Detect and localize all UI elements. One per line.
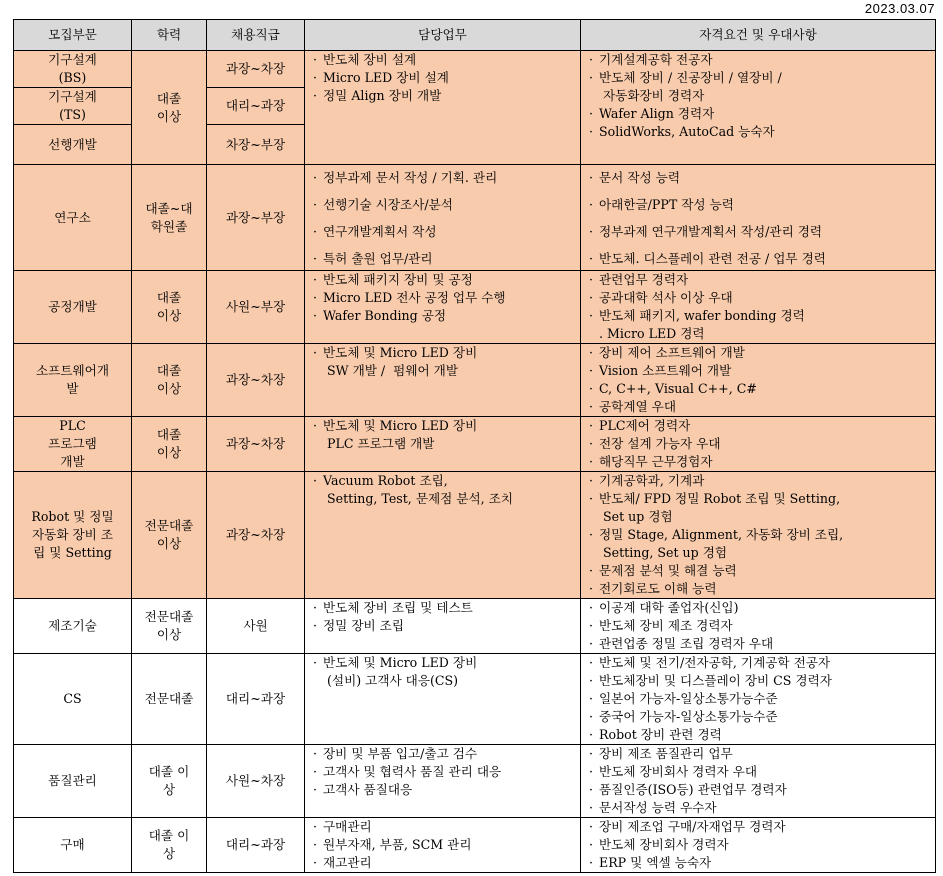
duties-cell (305, 599, 581, 654)
list-item: 자동화장비 경력자 (599, 88, 705, 103)
list-item: · 장비 제조업 구매/자재업무 경력자 (589, 818, 931, 836)
cell-text: 전문대졸 (144, 691, 194, 706)
cell-text: 대졸 이상 (156, 90, 182, 124)
cell-text: 전문대졸 이상 (144, 518, 194, 551)
table-row (14, 472, 936, 599)
rank-cell: 과장~차장 (207, 417, 305, 472)
list-item: · 반도체 패키지 장비 및 공정 (313, 271, 576, 289)
rank-cell: 사원~차장 (207, 745, 305, 818)
table-row (14, 599, 936, 654)
table-row (14, 654, 936, 745)
cell-text: 공정개발 (48, 299, 97, 314)
list-item: · ERP 및 엑셀 능숙자 (589, 854, 931, 872)
rank-cell: 사원 (207, 599, 305, 654)
cell-text: 기구설계 (BS) (48, 52, 97, 85)
table-row (14, 818, 936, 873)
list-item: · 반도체 및 전기/전자공학, 기계공학 전공자 (589, 654, 931, 672)
list-item: · 전장 설계 가능자 우대 (589, 435, 931, 453)
qualifications-cell (581, 472, 936, 599)
list-item: · 구매관리 (313, 818, 576, 836)
list-item: · Wafer Bonding 공정 (313, 307, 576, 325)
cell-text: 기구설계 (TS) (48, 89, 97, 122)
list-item: · 반도체 및 Micro LED 장비 (313, 344, 576, 362)
list-item: · 재고관리 (313, 854, 576, 872)
list-item: · 공과대학 석사 이상 우대 (589, 289, 931, 307)
list-item: · 반도체장비 및 디스플레이 장비 CS 경력자 (589, 672, 931, 690)
header-duties: 담당업무 (305, 20, 581, 51)
list-item: · 연구개발계획서 작성 (313, 223, 576, 241)
part-cell (14, 472, 132, 599)
part-cell (14, 165, 132, 271)
list-item: · 정부과제 문서 작성 / 기획. 관리 (313, 169, 576, 187)
part-cell (14, 599, 132, 654)
cell-text: 대졸 이상 (156, 363, 182, 396)
header-education: 학력 (132, 20, 207, 51)
list-item: · 아래한글/PPT 작성 능력 (589, 196, 931, 214)
table-row (14, 745, 936, 818)
list-item: · Wafer Align 경력자 (589, 105, 931, 123)
list-item: · 장비 제조 품질관리 업무 (589, 745, 931, 763)
rank-cell: 과장~차장 (207, 51, 305, 88)
duties-cell (305, 417, 581, 472)
recruitment-table (13, 19, 936, 873)
list-item: · 전기회로도 이해 능력 (589, 580, 931, 598)
duties-cell (305, 818, 581, 873)
cell-text: 대졸 이 상 (148, 828, 190, 861)
qualifications-cell (581, 271, 936, 344)
duties-cell (305, 654, 581, 745)
list-item: · 정부과제 연구개발계획서 작성/관리 경력 (589, 223, 931, 241)
rank-cell: 대리~과장 (207, 818, 305, 873)
duties-cell (305, 344, 581, 417)
list-item: · 중국어 가능자-일상소통가능수준 (589, 708, 931, 726)
cell-text: 제조기술 (48, 618, 97, 633)
list-item: · 해당직무 근무경험자 (589, 453, 931, 471)
part-cell (14, 125, 132, 165)
rank-cell: 과장~차장 (207, 344, 305, 417)
header-rank: 채용직급 (207, 20, 305, 51)
qualifications-cell (581, 165, 936, 271)
table-row (14, 417, 936, 472)
list-item: Setting, Test, 문제점 분석, 조치 (323, 491, 513, 506)
cell-text: 전문대졸 이상 (144, 609, 194, 642)
education-cell (132, 417, 207, 472)
list-item: · 문서작성 능력 우수자 (589, 799, 931, 817)
cell-text: 소프트웨어개 발 (36, 363, 109, 396)
duties-cell (305, 51, 581, 165)
list-item: · SolidWorks, AutoCad 능숙자 (589, 123, 931, 141)
list-item: · 고객사 품질대응 (313, 781, 576, 799)
list-item: · 문제점 분석 및 해결 능력 (589, 562, 931, 580)
cell-text: CS (63, 691, 82, 706)
table-row (14, 344, 936, 417)
cell-text: 대졸 이 상 (148, 764, 190, 797)
education-cell (132, 165, 207, 271)
rank-cell: 사원~부장 (207, 271, 305, 344)
part-cell (14, 417, 132, 472)
list-item: · 공학계열 우대 (589, 398, 931, 416)
list-item: · 일본어 가능자-일상소통가능수준 (589, 690, 931, 708)
qualifications-cell (581, 599, 936, 654)
list-item: · 반도체/ FPD 정밀 Robot 조립 및 Setting, (589, 490, 931, 508)
education-cell (132, 472, 207, 599)
table-row (14, 165, 936, 271)
list-item: · 반도체 장비 조립 및 테스트 (313, 599, 576, 617)
duties-cell (305, 165, 581, 271)
part-cell (14, 818, 132, 873)
part-cell (14, 344, 132, 417)
rank-cell: 과장~차장 (207, 472, 305, 599)
list-item: · 반도체 장비 / 진공장비 / 열장비 / (589, 69, 931, 87)
education-cell (132, 818, 207, 873)
list-item: PLC 프로그램 개발 (323, 436, 435, 451)
list-item: Setting, Set up 경험 (599, 545, 728, 560)
list-item: · Micro LED 장비 설계 (313, 69, 576, 87)
education-cell (132, 344, 207, 417)
list-item: · 정밀 Stage, Alignment, 자동화 장비 조립, (589, 526, 931, 544)
part-cell (14, 271, 132, 344)
cell-text: 품질관리 (48, 773, 97, 788)
duties-cell (305, 271, 581, 344)
list-item: · 관련업종 정밀 조립 경력자 우대 (589, 635, 931, 653)
header-part: 모집부문 (14, 20, 132, 51)
list-item: · 고객사 및 협력사 품질 관리 대응 (313, 763, 576, 781)
list-item: · 반도체 장비 설계 (313, 51, 576, 69)
rank-cell: 차장~부장 (207, 125, 305, 165)
cell-text: 대졸 이상 (156, 427, 182, 460)
list-item: · 정밀 장비 조립 (313, 617, 576, 635)
qualifications-cell (581, 818, 936, 873)
list-item: · C, C++, Visual C++, C# (589, 380, 931, 398)
table-row (14, 271, 936, 344)
list-item: · 기계공학과, 기계과 (589, 472, 931, 490)
header-row (14, 20, 936, 51)
part-cell (14, 745, 132, 818)
cell-text: 구매 (60, 837, 85, 852)
education-cell (132, 271, 207, 344)
list-item: · Robot 장비 관련 경력 (589, 726, 931, 744)
list-item: · 품질인증(ISO등) 관련업무 경력자 (589, 781, 931, 799)
qualifications-cell (581, 344, 936, 417)
cell-text: 대졸 이상 (156, 290, 182, 323)
list-item: · Micro LED 전사 공정 업무 수행 (313, 289, 576, 307)
education-cell (132, 745, 207, 818)
list-item: · 특허 출원 업무/관리 (313, 250, 576, 268)
rank-cell: 과장~부장 (207, 165, 305, 271)
list-item: . Micro LED 경력 (599, 326, 705, 341)
list-item: · 이공계 대학 졸업자(신입) (589, 599, 931, 617)
list-item: · 반도체 패키지, wafer bonding 경력 (589, 307, 931, 325)
qualifications-cell (581, 745, 936, 818)
cell-text: Robot 및 정밀 자동화 장비 조 립 및 Setting (31, 509, 114, 560)
list-item: · Vision 소프트웨어 개발 (589, 362, 931, 380)
list-item: · 반도체. 디스플레이 관련 전공 / 업무 경력 (589, 250, 931, 268)
list-item: · 반도체 장비 제조 경력자 (589, 617, 931, 635)
duties-cell (305, 745, 581, 818)
list-item: · 정밀 Align 장비 개발 (313, 87, 576, 105)
list-item: · Vacuum Robot 조립, (313, 472, 576, 490)
header-qualifications: 자격요건 및 우대사항 (581, 20, 936, 51)
list-item: · 반도체 및 Micro LED 장비 (313, 654, 576, 672)
list-item: · 선행기술 시장조사/분석 (313, 196, 576, 214)
qualifications-cell (581, 51, 936, 165)
document-date: 2023.03.07 (864, 1, 935, 16)
part-cell (14, 654, 132, 745)
table-row (14, 51, 936, 88)
cell-text: 선행개발 (48, 136, 97, 152)
education-cell (132, 51, 207, 165)
list-item: (설비) 고객사 대응(CS) (323, 673, 459, 688)
duties-cell (305, 472, 581, 599)
list-item: · 기계설계공학 전공자 (589, 51, 931, 69)
list-item: · 관련업무 경력자 (589, 271, 931, 289)
list-item: · 반도체 및 Micro LED 장비 (313, 417, 576, 435)
cell-text: 연구소 (54, 209, 91, 225)
part-cell (14, 51, 132, 88)
list-item: · 반도체 장비회사 경력자 우대 (589, 763, 931, 781)
part-cell (14, 88, 132, 125)
rank-cell: 대리~과장 (207, 654, 305, 745)
qualifications-cell (581, 654, 936, 745)
rank-cell: 대리~과장 (207, 88, 305, 125)
list-item: · 장비 및 부품 입고/출고 검수 (313, 745, 576, 763)
cell-text: 대졸~대 학원졸 (145, 200, 193, 234)
cell-text: PLC 프로그램 개발 (48, 418, 97, 469)
list-item: SW 개발 / 펌웨어 개발 (323, 363, 458, 378)
list-item: Set up 경험 (599, 509, 673, 524)
list-item: · 반도체 장비회사 경력자 (589, 836, 931, 854)
education-cell (132, 599, 207, 654)
list-item: · 문서 작성 능력 (589, 169, 931, 187)
qualifications-cell (581, 417, 936, 472)
education-cell (132, 654, 207, 745)
list-item: · PLC제어 경력자 (589, 417, 931, 435)
list-item: · 원부자재, 부품, SCM 관리 (313, 836, 576, 854)
list-item: · 장비 제어 소프트웨어 개발 (589, 344, 931, 362)
